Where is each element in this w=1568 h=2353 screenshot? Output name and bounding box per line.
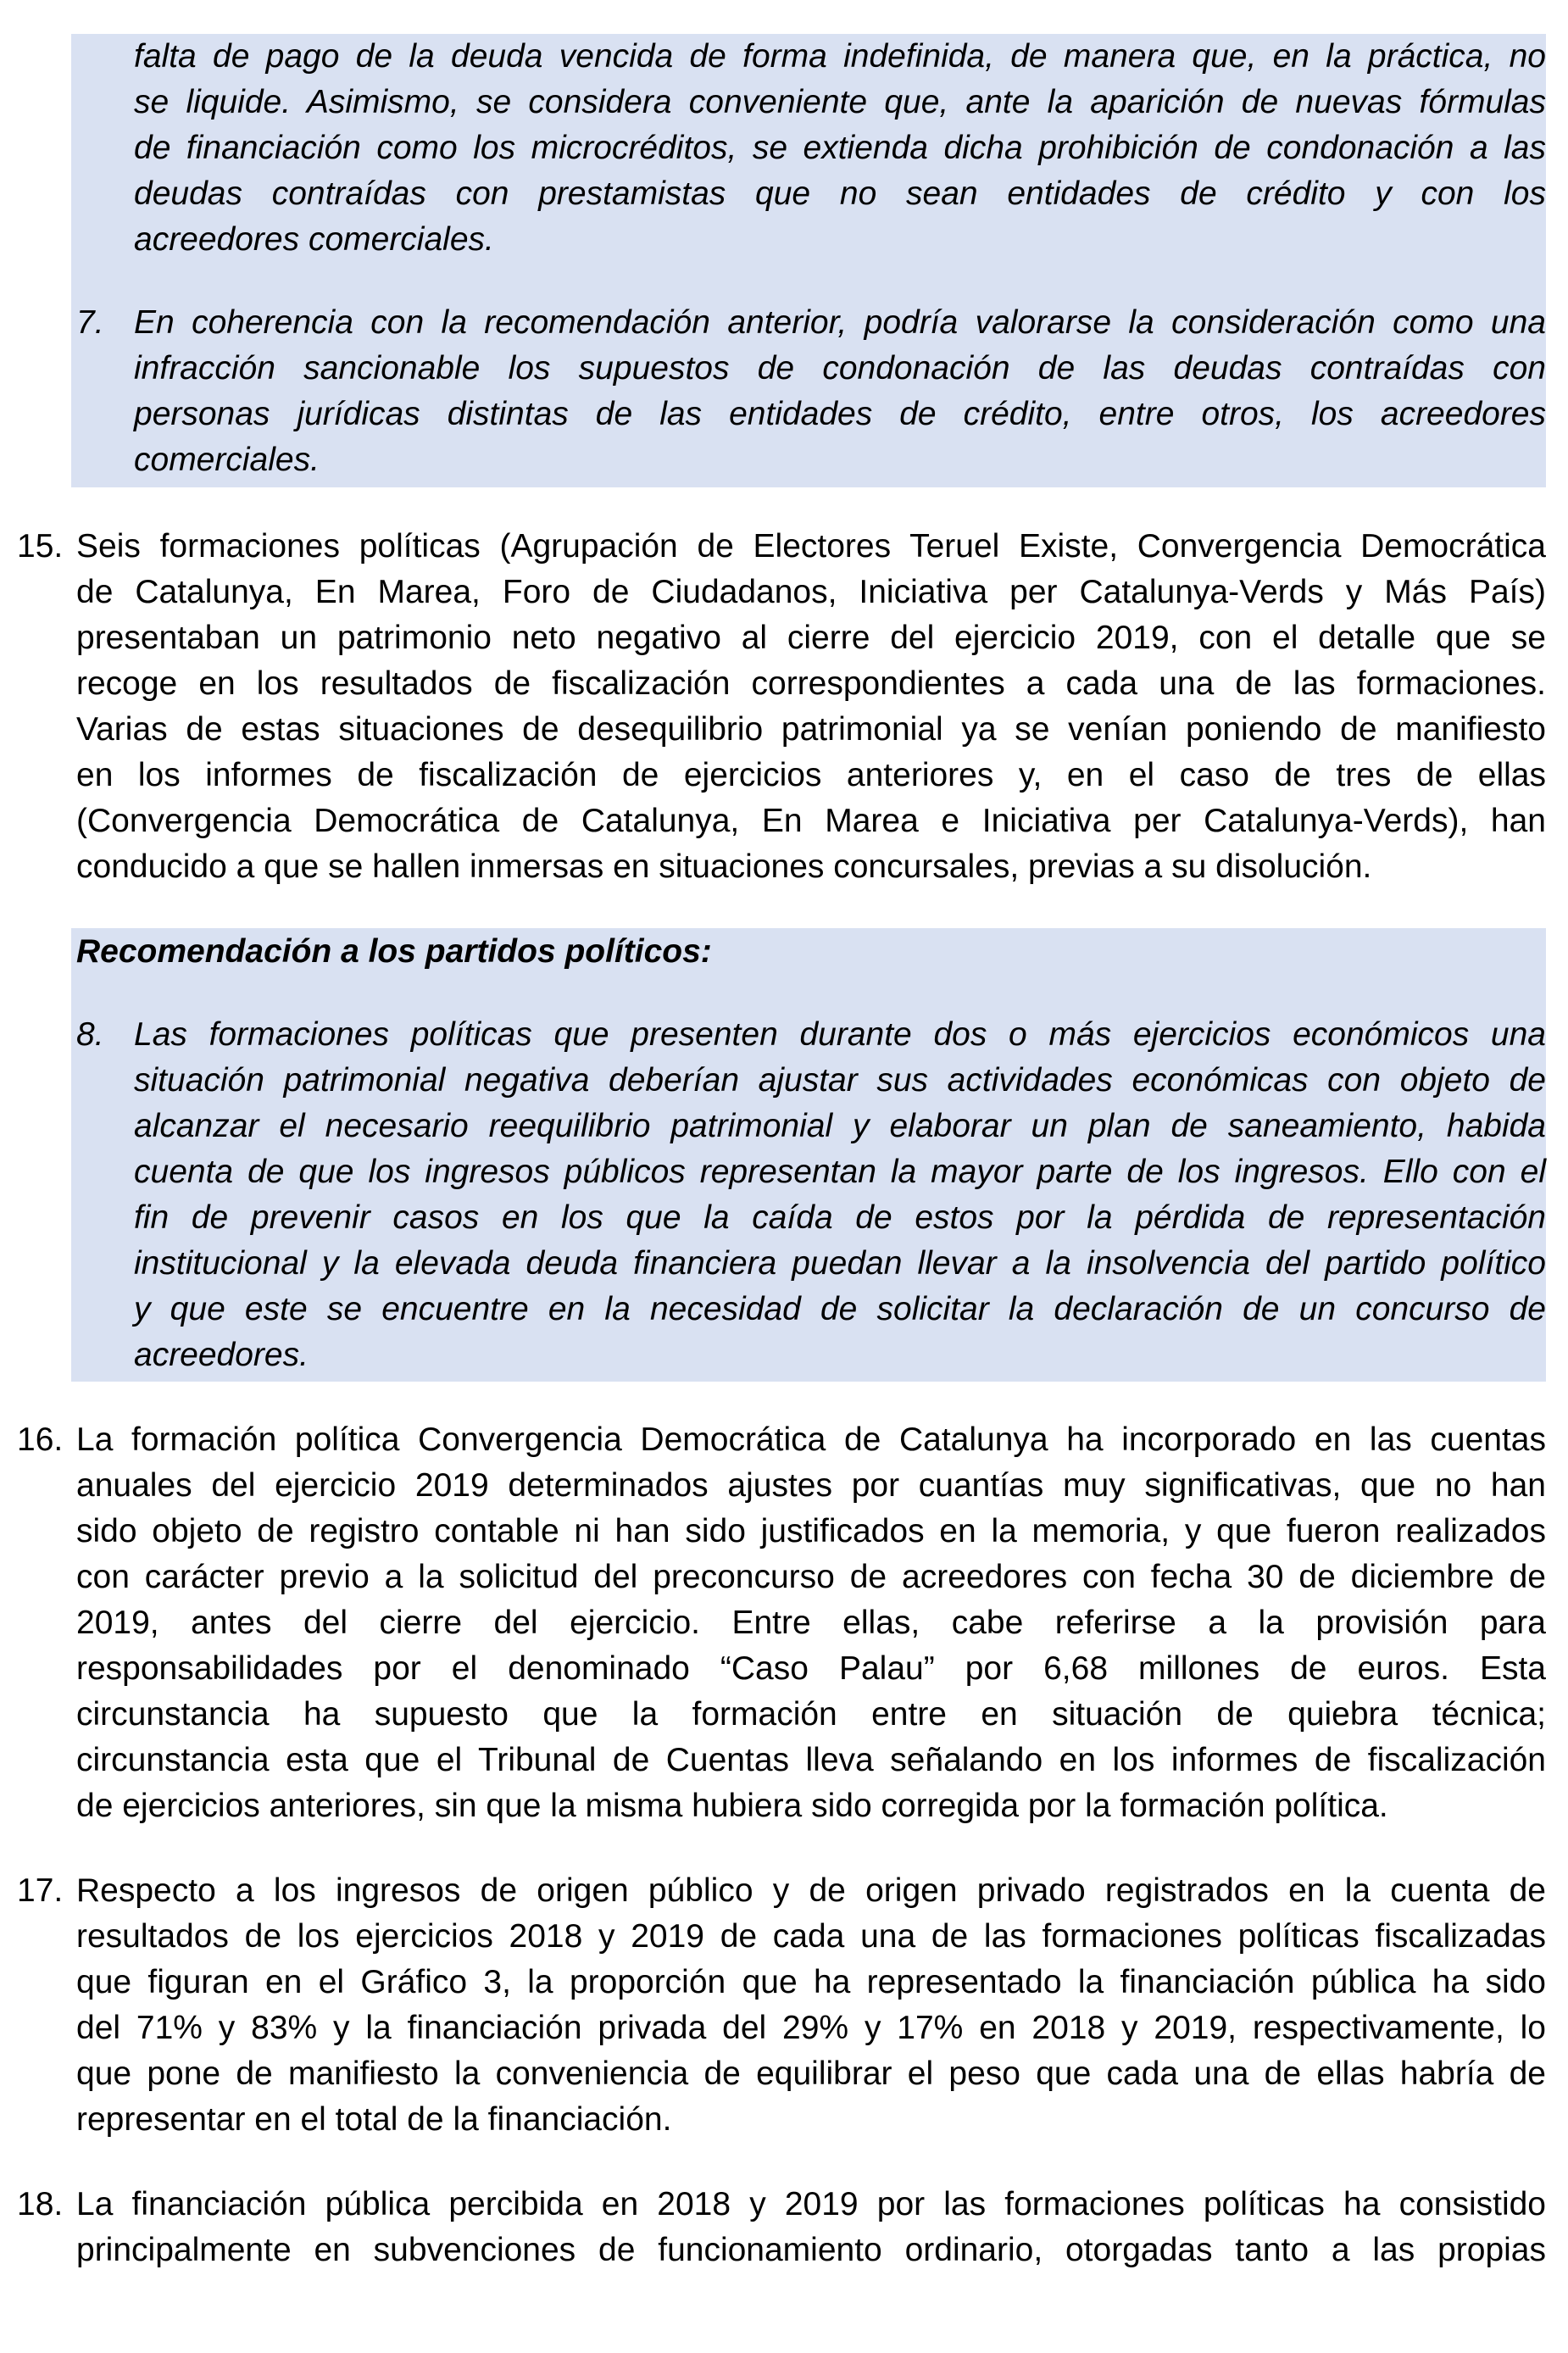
text-line: En coherencia con la recomendación anterior, podría valorarse la consideración como una — [134, 304, 1546, 341]
text-line: que pone de manifiesto la conveniencia de equilibrar el peso que cada una de ellas habría de — [76, 2055, 1546, 2092]
text-line: Varias de estas situaciones de desequilibrio patrimonial ya se venían poniendo de manifiesto — [76, 711, 1546, 748]
text-line: La financiación pública percibida en 2018 y 2019 por las formaciones políticas ha consistido — [76, 2186, 1546, 2222]
text-line: deudas contraídas con prestamistas que no sean entidades de crédito y con los — [134, 175, 1546, 212]
text-line: situación patrimonial negativa deberían ajustar sus actividades económicas con objeto de — [134, 1062, 1546, 1099]
text-line: se liquide. Asimismo, se considera conveniente que, ante la aparición de nuevas fórmulas — [134, 84, 1546, 120]
text-line: acreedores. — [134, 1337, 309, 1373]
text-line: de ejercicios anteriores, sin que la misma hubiera sido corregida por la formación política. — [76, 1788, 1388, 1824]
text-line: circunstancia esta que el Tribunal de Cuentas lleva señalando en los informes de fiscalización — [76, 1742, 1546, 1778]
text-line: y que este se encuentre en la necesidad de solicitar la declaración de un concurso de — [134, 1291, 1546, 1327]
text-line: cuenta de que los ingresos públicos representan la mayor parte de los ingresos. Ello con el — [134, 1154, 1546, 1190]
text-line: Respecto a los ingresos de origen público y de origen privado registrados en la cuenta de — [76, 1872, 1546, 1909]
text-line: (Convergencia Democrática de Catalunya, En Marea e Iniciativa per Catalunya-Verds), han — [76, 803, 1546, 839]
text-line: acreedores comerciales. — [134, 221, 494, 258]
text-line: personas jurídicas distintas de las entidades de crédito, entre otros, los acreedores — [134, 396, 1546, 432]
paragraph-number: 17. — [17, 1872, 64, 1909]
text-line: Seis formaciones políticas (Agrupación de Electores Teruel Existe, Convergencia Democrática — [76, 528, 1546, 565]
text-line: responsabilidades por el denominado “Caso Palau” por 6,68 millones de euros. Esta — [76, 1650, 1546, 1687]
text-line: La formación política Convergencia Democrática de Catalunya ha incorporado en las cuentas — [76, 1421, 1546, 1458]
text-line: sido objeto de registro contable ni han sido justificados en la memoria, y que fueron realizados — [76, 1513, 1546, 1549]
text-line: comerciales. — [134, 442, 320, 478]
text-line: recoge en los resultados de fiscalización correspondientes a cada una de las formaciones. — [76, 665, 1546, 702]
text-line: de financiación como los microcréditos, se extienda dicha prohibición de condonación a las — [134, 130, 1546, 166]
text-line: Las formaciones políticas que presenten durante dos o más ejercicios económicos una — [134, 1016, 1546, 1053]
text-line: circunstancia ha supuesto que la formación entre en situación de quiebra técnica; — [76, 1696, 1546, 1733]
recommendation-heading: Recomendación a los partidos políticos: — [76, 933, 712, 970]
text-line: anuales del ejercicio 2019 determinados ajustes por cuantías muy significativas, que no han — [76, 1467, 1546, 1504]
paragraph-number: 15. — [17, 528, 64, 565]
text-line: de Catalunya, En Marea, Foro de Ciudadanos, Iniciativa per Catalunya-Verds y Más País) — [76, 574, 1546, 610]
text-line: en los informes de fiscalización de ejercicios anteriores y, en el caso de tres de ellas — [76, 757, 1546, 793]
recommendation-number: 7. — [76, 304, 104, 341]
text-line: con carácter previo a la solicitud del preconcurso de acreedores con fecha 30 de diciembre de — [76, 1559, 1546, 1595]
text-line: conducido a que se hallen inmersas en situaciones concursales, previas a su disolución. — [76, 848, 1372, 885]
text-line: fin de prevenir casos en los que la caída de estos por la pérdida de representación — [134, 1199, 1546, 1236]
text-line: institucional y la elevada deuda financiera puedan llevar a la insolvencia del partido político — [134, 1245, 1546, 1282]
text-line: presentaban un patrimonio neto negativo al cierre del ejercicio 2019, con el detalle que se — [76, 620, 1546, 656]
text-line: resultados de los ejercicios 2018 y 2019 de cada una de las formaciones políticas fiscalizadas — [76, 1918, 1546, 1955]
paragraph-number: 18. — [17, 2186, 64, 2222]
text-line: del 71% y 83% y la financiación privada del 29% y 17% en 2018 y 2019, respectivamente, lo — [76, 2010, 1546, 2046]
text-line: principalmente en subvenciones de funcionamiento ordinario, otorgadas tanto a las propias — [76, 2232, 1546, 2268]
paragraph-number: 16. — [17, 1421, 64, 1458]
text-line: alcanzar el necesario reequilibrio patrimonial y elaborar un plan de saneamiento, habida — [134, 1108, 1546, 1144]
recommendation-number: 8. — [76, 1016, 104, 1053]
text-line: 2019, antes del cierre del ejercicio. Entre ellas, cabe referirse a la provisión para — [76, 1605, 1546, 1641]
text-line: que figuran en el Gráfico 3, la proporción que ha representado la financiación pública ha sido — [76, 1964, 1546, 2000]
text-line: infracción sancionable los supuestos de condonación de las deudas contraídas con — [134, 350, 1546, 387]
text-line: representar en el total de la financiación. — [76, 2101, 672, 2138]
text-line: falta de pago de la deuda vencida de forma indefinida, de manera que, en la práctica, no — [134, 38, 1546, 75]
